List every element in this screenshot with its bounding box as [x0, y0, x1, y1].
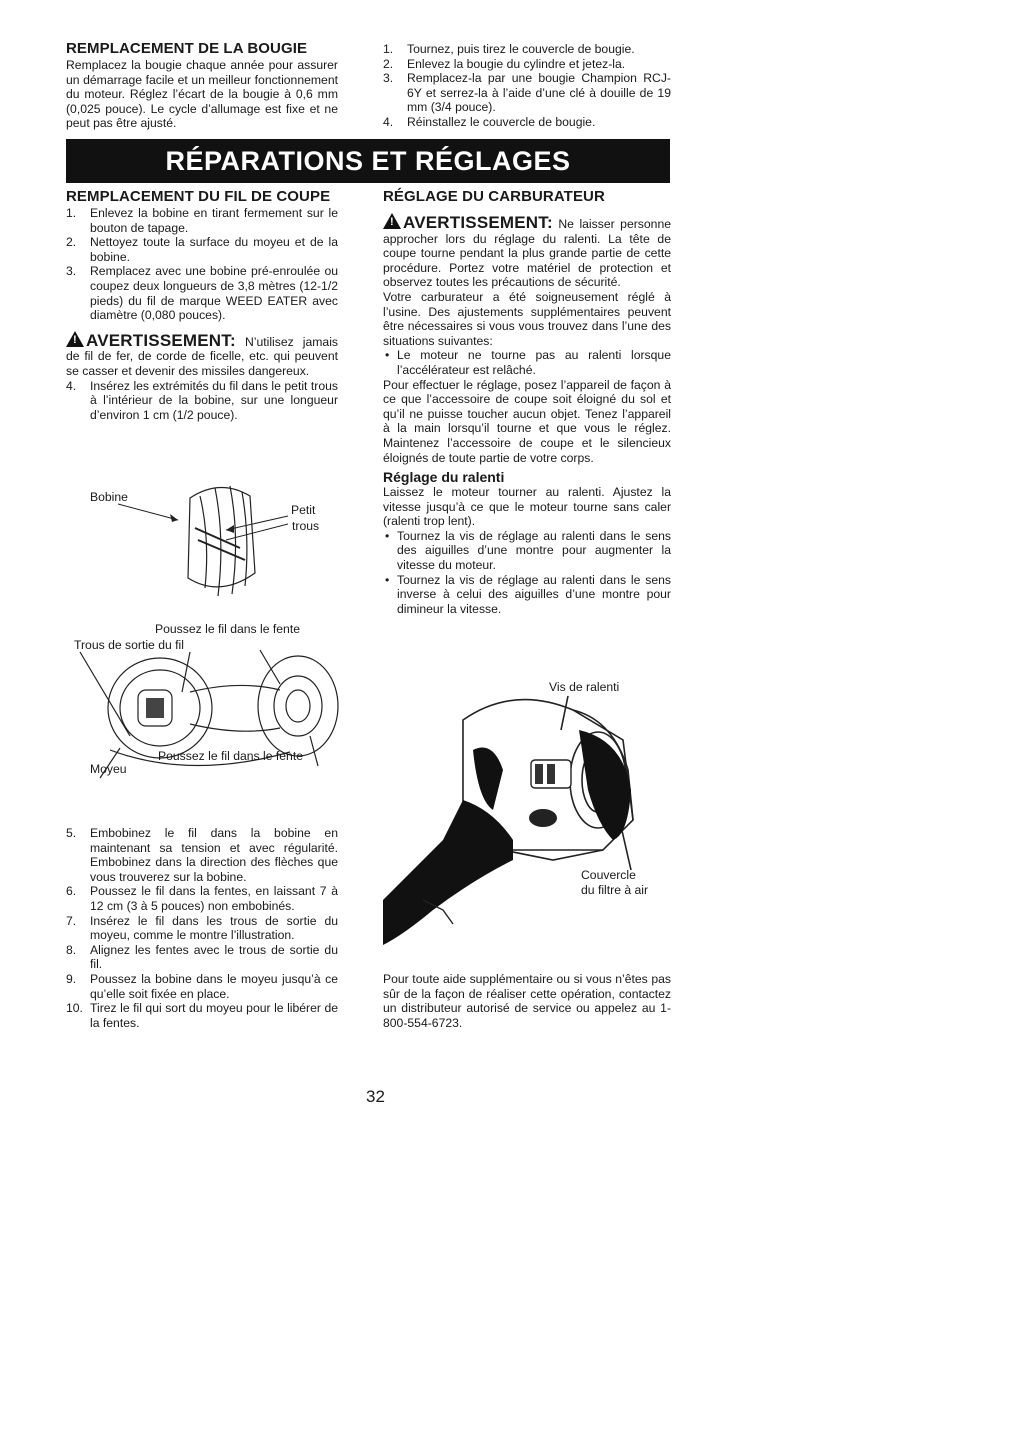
list-item: 2. Nettoyez toute la surface du moyeu et de la bobine.: [66, 235, 338, 264]
idle-body: Laissez le moteur tourner au ralenti. Ajustez la vitesse jusqu’à ce que le moteur tourne sans caler (ralenti trop lent).: [383, 485, 671, 529]
spool-label: Bobine: [90, 490, 128, 504]
list-item: • Le moteur ne tourne pas au ralenti lorsque l’accélérateur est relâché.: [383, 348, 671, 377]
warning-block: [383, 213, 671, 290]
spark-plug-title: REMPLACEMENT DE LA BOUGIE: [66, 40, 308, 57]
list-item: 2. Enlevez la bougie du cylindre et jetez-la.: [383, 56, 626, 71]
list-item: 10. Tirez le fil qui sort du moyeu pour le libérer de la fentes.: [66, 1001, 338, 1030]
idle-subtitle: Réglage du ralenti: [383, 469, 505, 486]
carburetor-footer: [383, 972, 671, 1030]
warning-label: AVERTISSEMENT:: [403, 213, 553, 232]
air-filter-cover-label-1: Couvercle: [581, 868, 636, 882]
help-note: Pour toute aide supplémentaire ou si vous n’êtes pas sûr de la façon de réaliser cette opération, contactez un distributeur autorisé de service ou appelez au 1-800-554-6723.: [383, 972, 671, 1030]
carburetor-section: [383, 188, 671, 616]
list-item: 8. Alignez les fentes avec le trous de sortie du fil.: [66, 942, 338, 972]
line-replacement-title: REMPLACEMENT DU FIL DE COUPE: [66, 188, 331, 205]
air-filter-cover-label-2: du filtre à air: [581, 883, 649, 897]
page-number: 32: [366, 1087, 385, 1106]
warning-icon: !: [66, 331, 84, 347]
list-item: 9. Poussez la bobine dans le moyeu jusqu’à ce qu’elle soit fixée en place.: [66, 971, 338, 1001]
push-line-label-top: Poussez le fil dans le fente: [155, 622, 300, 636]
list-item: 5. Embobinez le fil dans la bobine en maintenant sa tension et avec régularité. Embobinez dans la direction des flèches que vous trouverez sur la bobine.: [66, 826, 338, 884]
warning-text: N’utilisez jamais de fil de fer, de corde de ficelle, etc. qui peuvent se casser et devenir des missiles dangereux.: [66, 334, 338, 378]
small-label: Petit: [291, 503, 316, 517]
spark-plug-steps: [383, 42, 671, 130]
list-item: 3. Remplacez-la par une bougie Champion RCJ-6Y et serrez-la à l’aide d’une clé à douille de 19 mm (3/4 pouce).: [383, 71, 671, 115]
section-banner: RÉPARATIONS ET RÉGLAGES: [66, 139, 670, 183]
carburetor-procedure: Pour effectuer le réglage, posez l’appareil de façon à ce que l’accessoire de coupe soit éloigné du sol et qu’il ne puisse toucher aucun objet. Tenez l’appareil à la main lorsqu’il tourne et que vous le réglez. Maintenez l’accessoire de coupe et le silencieux éloignés de toute partie de votre corps.: [383, 377, 671, 465]
line-replacement-section: [66, 188, 338, 422]
spool-arrows: [108, 490, 298, 550]
list-item: 4. Insérez les extrémités du fil dans le petit trous à l’intérieur de la bobine, sur une longueur d’environ 1 cm (1/2 pouce).: [66, 378, 338, 422]
idle-screw-label: Vis de ralenti: [549, 680, 620, 694]
hub-label: Moyeu: [90, 762, 127, 776]
list-item: 1. Enlevez la bobine en tirant fermement sur le bouton de tapage.: [66, 206, 338, 235]
list-item: 4. Réinstallez le couvercle de bougie.: [383, 114, 596, 129]
spark-plug-body: Remplacez la bougie chaque année pour assurer un démarrage facile et un meilleur fonctionnement du moteur. Réglez l’écart de la bougie à 0,6 mm (0,025 pouce). Le cycle d’allumage est fixe et ne peut pas être ajusté.: [66, 58, 338, 131]
warning-text: Ne laisser personne approcher lors du réglage du ralenti. La tête de coupe tourne pendant la plus grande partie de cette procédure. Portez votre matériel de protection et observez toutes les précautions de sécurité.: [383, 217, 671, 290]
list-item: 7. Insérez le fil dans les trous de sortie du moyeu, comme le montre l’illustration.: [66, 913, 338, 943]
list-item: • Tournez la vis de réglage au ralenti dans le sens des aiguilles d’une montre pour augmenter la vitesse du moteur.: [383, 529, 671, 573]
list-item: 3. Remplacez avec une bobine pré-enroulée ou coupez deux longueurs de 3,8 mètres (12-1/2 pieds) du fil de marque WEED EATER avec diamètre (0,080 pouces).: [66, 264, 338, 323]
carburetor-intro: Votre carburateur a été soigneusement réglé à l’usine. Des ajustements supplémentaires peuvent être nécessaires si vous vous trouvez dans l’une des situations suivantes:: [383, 289, 671, 348]
list-item: • Tournez la vis de réglage au ralenti dans le sens inverse à celui des aiguilles d’une montre pour dimineur la vitesse.: [383, 573, 671, 617]
warning-icon: !: [383, 213, 401, 229]
line-replacement-steps-continued: [66, 826, 338, 1030]
carburetor-title: RÉGLAGE DU CARBURATEUR: [383, 188, 605, 205]
spark-plug-section: [66, 40, 338, 131]
push-line-label-bottom: Poussez le fil dans le fente: [158, 749, 303, 763]
exit-holes-label: Trous de sortie du fil: [74, 638, 184, 652]
trimmer-engine-illustration: [383, 690, 663, 950]
warning-block: [66, 331, 338, 379]
holes-label: trous: [292, 519, 320, 533]
warning-label: AVERTISSEMENT:: [86, 330, 236, 350]
list-item: 1. Tournez, puis tirez le couvercle de bougie.: [383, 42, 635, 56]
list-item: 6. Poussez le fil dans la fentes, en laissant 7 à 12 cm (3 à 5 pouces) non embobinés.: [66, 884, 338, 913]
